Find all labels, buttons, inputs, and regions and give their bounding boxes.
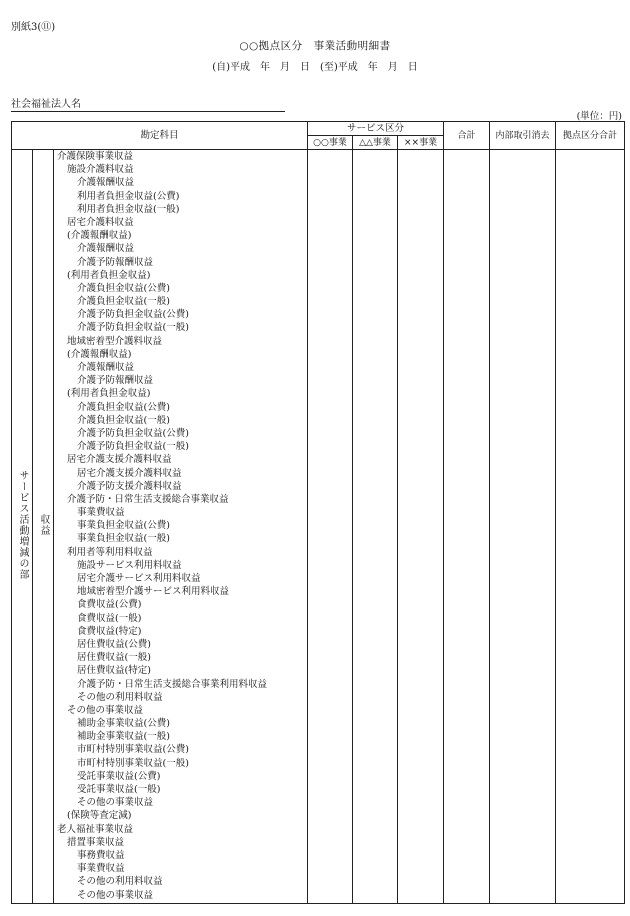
account-item: 食費収益(特定) bbox=[77, 625, 142, 637]
account-item: 介護負担金収益(一般) bbox=[77, 296, 170, 308]
header-service-group: サービス区分 bbox=[308, 122, 444, 136]
account-item: 介護予防負担金収益(公費) bbox=[77, 427, 189, 439]
account-item: 居宅介護支援介護料収益 bbox=[77, 467, 182, 479]
account-item: (利用者負担金収益) bbox=[67, 269, 151, 281]
fiscal-period: (自)平成 年 月 日 (至)平成 年 月 日 bbox=[212, 62, 418, 73]
elimination-cell bbox=[490, 150, 556, 904]
account-item: 介護報酬収益 bbox=[77, 362, 135, 373]
account-item: 介護負担金収益(公費) bbox=[77, 282, 170, 294]
service-2-cell bbox=[353, 150, 398, 904]
account-item: 介護予防負担金収益(一般) bbox=[77, 322, 189, 334]
account-item: 介護負担金収益(一般) bbox=[77, 414, 170, 426]
account-item: その他の事業収益 bbox=[67, 704, 144, 716]
account-item: 介護予防負担金収益(一般) bbox=[77, 441, 189, 453]
account-item: 介護予防・日常生活支援総合事業利用料収益 bbox=[77, 678, 268, 690]
unit-label: (単位：円) bbox=[576, 111, 622, 122]
account-item: その他の事業収益 bbox=[77, 889, 154, 901]
header-account-subject: 勘定科目 bbox=[12, 122, 308, 150]
service-3-cell bbox=[398, 150, 444, 904]
account-item: 居宅介護料収益 bbox=[67, 216, 134, 228]
activity-statement-table bbox=[11, 121, 625, 904]
account-item: (保険等査定減) bbox=[67, 810, 132, 822]
account-item: 老人福祉事業収益 bbox=[57, 823, 134, 835]
header-service-3: ××事業 bbox=[398, 136, 444, 150]
header-sum: 合計 bbox=[444, 122, 490, 150]
account-item: (介護報酬収益) bbox=[67, 230, 132, 242]
account-item: 事業費収益 bbox=[77, 863, 125, 875]
account-item: その他の事業収益 bbox=[77, 797, 154, 809]
header-internal-elimination: 内部取引消去 bbox=[490, 122, 556, 150]
account-item: 介護負担金収益(公費) bbox=[77, 401, 170, 413]
account-item: 地域密着型介護サービス利用料収益 bbox=[77, 586, 230, 598]
subsection-label-text: 収益 bbox=[38, 514, 49, 536]
service-1-cell bbox=[308, 150, 353, 904]
account-item: 補助金事業収益(一般) bbox=[77, 731, 170, 743]
account-item: その他の利用料収益 bbox=[77, 691, 163, 703]
account-item: 事務費収益 bbox=[77, 849, 125, 861]
account-item: 市町村特別事業収益(公費) bbox=[77, 744, 189, 756]
account-item: 受託事業収益(公費) bbox=[77, 770, 161, 782]
account-items bbox=[54, 150, 308, 904]
account-item: 介護予防報酬収益 bbox=[77, 256, 154, 268]
header-service-2: △△事業 bbox=[353, 136, 398, 150]
account-item: 施設サービス利用料収益 bbox=[77, 559, 182, 571]
account-item: (利用者負担金収益) bbox=[67, 388, 151, 400]
base-total-cell bbox=[556, 150, 625, 904]
sum-cell bbox=[444, 150, 490, 904]
document-title: ○○拠点区分 事業活動明細書 bbox=[239, 40, 391, 52]
account-item: 介護報酬収益 bbox=[77, 243, 135, 255]
account-item: 施設介護料収益 bbox=[67, 164, 134, 176]
document-id: 別紙3(⑪) bbox=[11, 22, 56, 33]
account-item: 地域密着型介護料収益 bbox=[67, 335, 163, 347]
subsection-label bbox=[33, 150, 54, 904]
corporation-name-label: 社会福祉法人名 bbox=[11, 95, 285, 112]
account-item: 介護予防報酬収益 bbox=[77, 375, 154, 387]
account-item: 利用者等利用料収益 bbox=[67, 546, 153, 558]
account-item: 受託事業収益(一般) bbox=[77, 784, 161, 795]
account-item: 居住費収益(公費) bbox=[77, 638, 151, 650]
account-item: 事業負担金収益(公費) bbox=[77, 520, 170, 532]
account-item: 補助金事業収益(公費) bbox=[77, 718, 170, 730]
account-item: 事業費収益 bbox=[77, 507, 125, 519]
header-base-total: 拠点区分合計 bbox=[556, 122, 625, 150]
account-item: 居宅介護サービス利用料収益 bbox=[77, 573, 201, 584]
account-item: 利用者負担金収益(一般) bbox=[77, 203, 180, 215]
account-item: 介護予防支援介護料収益 bbox=[77, 480, 182, 492]
section-label bbox=[12, 150, 33, 904]
account-item: 居宅介護支援介護料収益 bbox=[67, 454, 172, 466]
account-item: 介護報酬収益 bbox=[77, 177, 135, 189]
account-item: 居住費収益(特定) bbox=[77, 665, 151, 677]
account-item: その他の利用料収益 bbox=[77, 876, 163, 888]
section-label-text: サービス活動増減の部 bbox=[17, 470, 28, 580]
account-item: 措置事業収益 bbox=[67, 836, 125, 848]
header-service-1: ○○事業 bbox=[308, 136, 353, 150]
account-item: 居住費収益(一般) bbox=[77, 652, 151, 664]
account-item: (介護報酬収益) bbox=[67, 348, 132, 360]
account-item: 食費収益(一般) bbox=[77, 612, 142, 624]
account-item: 食費収益(公費) bbox=[77, 599, 142, 611]
account-item: 介護保険事業収益 bbox=[57, 151, 134, 162]
account-item: 利用者負担金収益(公費) bbox=[77, 190, 180, 202]
account-item: 事業負担金収益(一般) bbox=[77, 533, 170, 545]
account-item: 市町村特別事業収益(一般) bbox=[77, 757, 189, 769]
account-item: 介護予防・日常生活支援総合事業収益 bbox=[67, 493, 229, 505]
account-item: 介護予防負担金収益(公費) bbox=[77, 309, 189, 321]
